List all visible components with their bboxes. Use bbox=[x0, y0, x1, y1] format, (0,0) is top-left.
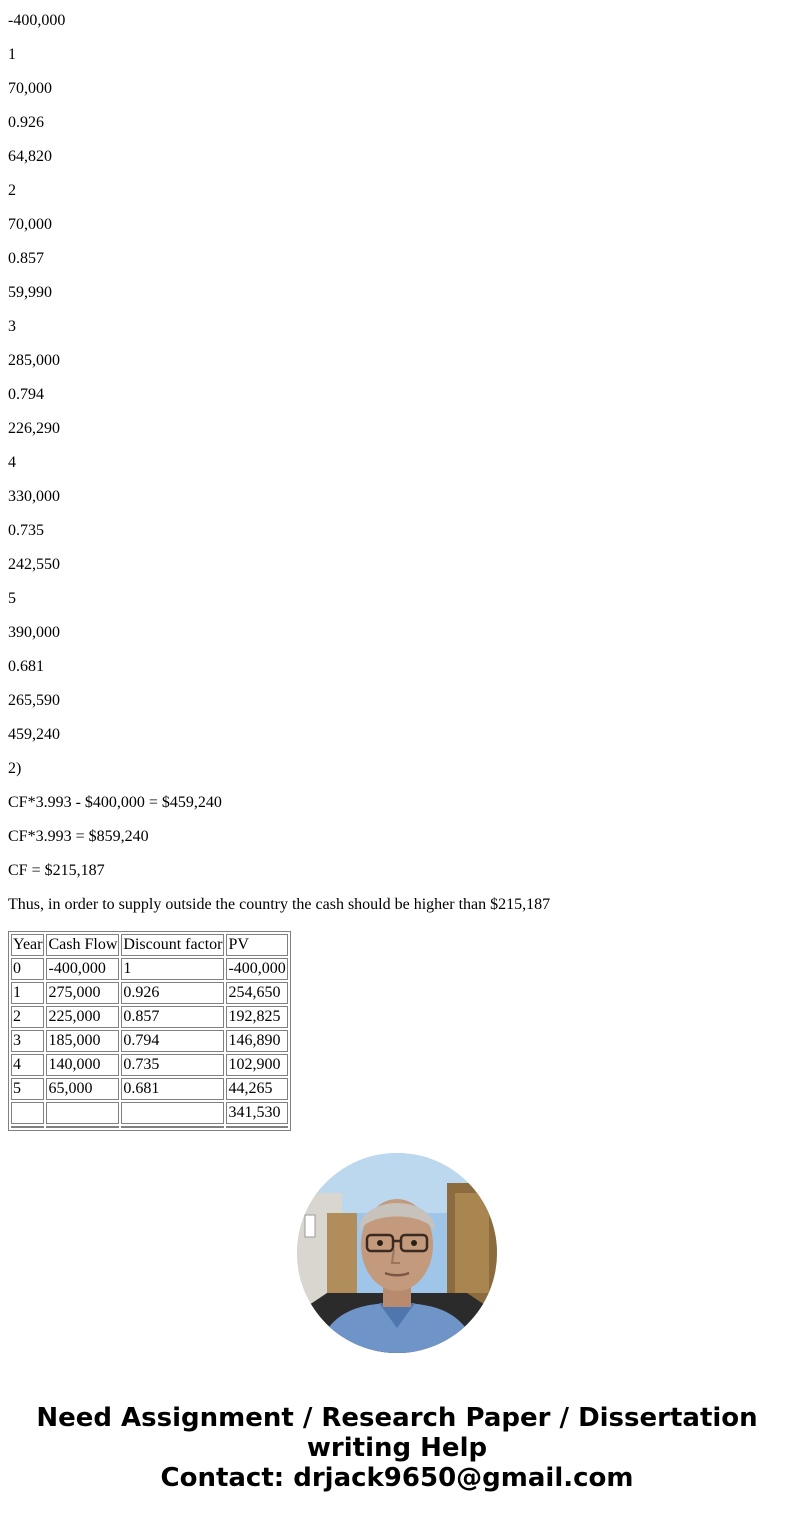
text-line: 285,000 bbox=[8, 352, 60, 369]
text-line: CF*3.993 - $400,000 = $459,240 bbox=[8, 794, 222, 811]
table-empty-row bbox=[11, 1126, 288, 1128]
table-cell: 140,000 bbox=[46, 1054, 119, 1076]
text-line: -400,000 bbox=[8, 12, 66, 29]
table-header-cell: PV bbox=[226, 934, 287, 956]
table-row bbox=[11, 1006, 288, 1028]
promo-banner bbox=[0, 1403, 794, 1493]
table-total-cell: 341,530 bbox=[226, 1102, 287, 1124]
table-cell: 1 bbox=[121, 958, 224, 980]
table-cell: 0.735 bbox=[121, 1054, 224, 1076]
table-row bbox=[11, 982, 288, 1004]
table-cell: 0.857 bbox=[121, 1006, 224, 1028]
text-line: 330,000 bbox=[8, 488, 60, 505]
text-line: 0.735 bbox=[8, 522, 44, 539]
table-header-row bbox=[11, 934, 288, 956]
text-line: CF = $215,187 bbox=[8, 862, 105, 879]
text-line: 0.681 bbox=[8, 658, 44, 675]
table-cell: 102,900 bbox=[226, 1054, 287, 1076]
table-header-cell: Discount factor bbox=[121, 934, 224, 956]
table-header-cell: Year bbox=[11, 934, 44, 956]
table-total-row bbox=[11, 1102, 288, 1124]
text-line: 2) bbox=[8, 760, 22, 777]
table-row bbox=[11, 958, 288, 980]
table-cell: 65,000 bbox=[46, 1078, 119, 1100]
text-line: 2 bbox=[8, 182, 16, 199]
text-line: 1 bbox=[8, 46, 16, 63]
table-cell: 5 bbox=[11, 1078, 44, 1100]
table-cell: 192,825 bbox=[226, 1006, 287, 1028]
table-cell: -400,000 bbox=[226, 958, 287, 980]
table-cell: 0 bbox=[11, 958, 44, 980]
table-cell bbox=[46, 1102, 119, 1124]
text-line: 0.857 bbox=[8, 250, 44, 267]
table-row bbox=[11, 1078, 288, 1100]
text-line: 70,000 bbox=[8, 216, 52, 233]
table-row bbox=[11, 1054, 288, 1076]
table-cell: 44,265 bbox=[226, 1078, 287, 1100]
author-photo-illustration bbox=[297, 1153, 497, 1353]
text-line: 59,990 bbox=[8, 284, 52, 301]
text-line: 64,820 bbox=[8, 148, 52, 165]
table-cell: 3 bbox=[11, 1030, 44, 1052]
text-line: CF*3.993 = $859,240 bbox=[8, 828, 149, 845]
table-cell: 225,000 bbox=[46, 1006, 119, 1028]
present-value-table bbox=[8, 931, 291, 1131]
table-empty-cell bbox=[121, 1126, 224, 1128]
text-line: 242,550 bbox=[8, 556, 60, 573]
table-cell: 2 bbox=[11, 1006, 44, 1028]
text-line: 3 bbox=[8, 318, 16, 335]
author-avatar bbox=[297, 1153, 497, 1353]
table-cell: 1 bbox=[11, 982, 44, 1004]
table-cell bbox=[121, 1102, 224, 1124]
table-cell: 185,000 bbox=[46, 1030, 119, 1052]
table-cell: 4 bbox=[11, 1054, 44, 1076]
text-line: 0.926 bbox=[8, 114, 44, 131]
table-cell: -400,000 bbox=[46, 958, 119, 980]
table-cell bbox=[11, 1102, 44, 1124]
table-empty-cell bbox=[46, 1126, 119, 1128]
text-line: 5 bbox=[8, 590, 16, 607]
table-cell: 0.681 bbox=[121, 1078, 224, 1100]
table-cell: 0.794 bbox=[121, 1030, 224, 1052]
table-empty-cell bbox=[226, 1126, 287, 1128]
table-empty-cell bbox=[11, 1126, 44, 1128]
table-cell: 0.926 bbox=[121, 982, 224, 1004]
table-cell: 254,650 bbox=[226, 982, 287, 1004]
promo-line: writing Help bbox=[306, 1433, 488, 1463]
text-line: 0.794 bbox=[8, 386, 44, 403]
table-cell: 146,890 bbox=[226, 1030, 287, 1052]
table-header-cell: Cash Flow bbox=[46, 934, 119, 956]
text-line: 226,290 bbox=[8, 420, 60, 437]
promo-line: Need Assignment / Research Paper / Dissertation bbox=[36, 1403, 758, 1433]
table-row bbox=[11, 1030, 288, 1052]
text-line: 4 bbox=[8, 454, 16, 471]
text-line: 459,240 bbox=[8, 726, 60, 743]
text-line: 265,590 bbox=[8, 692, 60, 709]
text-line: 70,000 bbox=[8, 80, 52, 97]
text-line: Thus, in order to supply outside the country the cash should be higher than $215,187 bbox=[8, 896, 551, 913]
text-line: 390,000 bbox=[8, 624, 60, 641]
document-body bbox=[8, 0, 788, 918]
table-cell: 275,000 bbox=[46, 982, 119, 1004]
promo-contact: Contact: drjack9650@gmail.com bbox=[160, 1463, 634, 1493]
calculation-lines bbox=[8, 0, 788, 918]
